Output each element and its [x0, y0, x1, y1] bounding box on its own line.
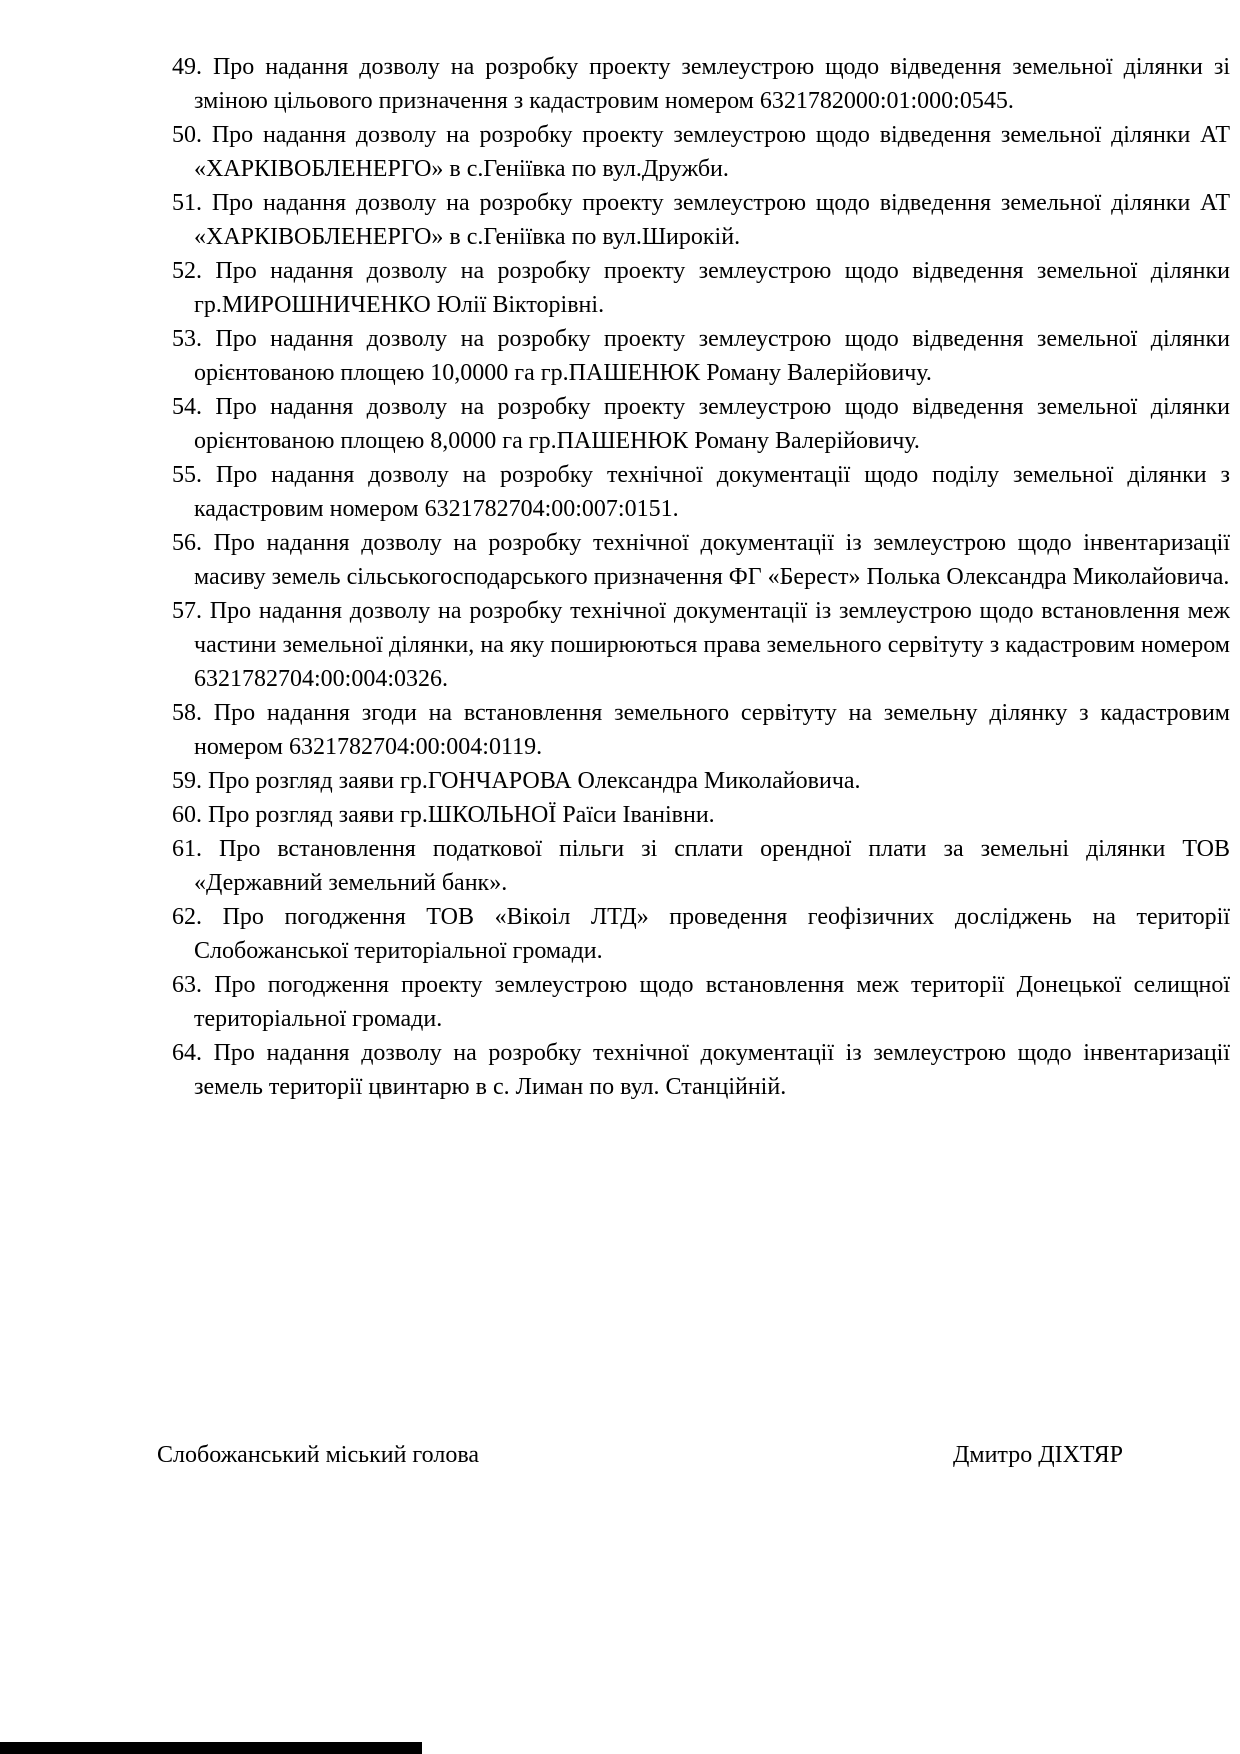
agenda-item-number: 58. [172, 700, 202, 726]
agenda-item-text: Про надання дозволу на розробку технічної документації щодо поділу земельної ділянки з кадастровим номером 6321782704:00:007:0151. [194, 462, 1231, 522]
agenda-item-text: Про надання згоди на встановлення земельного сервітуту на земельну ділянку з кадастровим номером 6321782704:00:004:0119. [194, 700, 1230, 760]
agenda-item-number: 60. [172, 802, 202, 828]
agenda-item-number: 57. [172, 598, 202, 624]
agenda-item-number: 61. [172, 836, 202, 862]
agenda-item-text: Про розгляд заяви гр.ШКОЛЬНОЇ Раїси Іванівни. [208, 802, 715, 828]
agenda-item-number: 55. [172, 462, 202, 488]
agenda-item [172, 458, 1230, 526]
agenda-item [172, 1036, 1230, 1104]
agenda-item [172, 696, 1230, 764]
agenda-item [172, 50, 1230, 118]
agenda-item-number: 64. [172, 1040, 202, 1066]
agenda-list [172, 50, 1230, 1104]
agenda-item-number: 56. [172, 530, 202, 556]
agenda-item-text: Про надання дозволу на розробку технічної документації із землеустрою щодо встановлення меж частини земельної ділянки, на яку поширюються права земельного сервітуту з кадастровим номером 6321782704:00:004:0326. [194, 598, 1230, 692]
scan-artifact-bar [0, 1742, 422, 1754]
agenda-item-number: 59. [172, 768, 202, 794]
agenda-item-text: Про надання дозволу на розробку технічної документації із землеустрою щодо інвентаризації масиву земель сільськогосподарського призначення ФГ «Берест» Полька Олександра Миколайовича. [194, 530, 1231, 590]
agenda-item-text: Про розгляд заяви гр.ГОНЧАРОВА Олександра Миколайовича. [208, 768, 861, 794]
agenda-item-text: Про погодження проекту землеустрою щодо встановлення меж території Донецької селищної територіальної громади. [194, 972, 1231, 1032]
agenda-item-number: 49. [172, 54, 202, 80]
agenda-item [172, 526, 1230, 594]
agenda-item-text: Про надання дозволу на розробку проекту землеустрою щодо відведення земельної ділянки гр.МИРОШНИЧЕНКО Юлії Вікторівні. [194, 258, 1230, 318]
agenda-item [172, 322, 1230, 390]
signature-block [157, 1438, 1123, 1472]
agenda-item-number: 52. [172, 258, 202, 284]
agenda-item-text: Про надання дозволу на розробку проекту землеустрою щодо відведення земельної ділянки АТ «ХАРКІВОБЛЕНЕРГО» в с.Геніївка по вул.Дружби. [194, 122, 1231, 182]
agenda-item-text: Про погодження ТОВ «Вікоіл ЛТД» проведення геофізичних досліджень на території Слобожанської територіальної громади. [194, 904, 1231, 964]
agenda-item-number: 54. [172, 394, 202, 420]
agenda-item-number: 51. [172, 190, 202, 216]
signature-name: Дмитро ДІХТЯР [953, 1442, 1123, 1468]
agenda-item-number: 53. [172, 326, 202, 352]
agenda-item [172, 594, 1230, 696]
agenda-item-text: Про надання дозволу на розробку технічної документації із землеустрою щодо інвентаризації земель території цвинтарю в с. Лиман по вул. Станційній. [194, 1040, 1231, 1100]
agenda-item [172, 798, 1230, 832]
agenda-item-text: Про надання дозволу на розробку проекту землеустрою щодо відведення земельної ділянки орієнтованою площею 10,0000 га гр.ПАШЕНЮК Роману Валерійовичу. [194, 326, 1230, 386]
agenda-item [172, 900, 1230, 968]
agenda-item-number: 50. [172, 122, 202, 148]
agenda-item-text: Про надання дозволу на розробку проекту землеустрою щодо відведення земельної ділянки АТ «ХАРКІВОБЛЕНЕРГО» в с.Геніївка по вул.Широкій. [194, 190, 1231, 250]
agenda-item-number: 62. [172, 904, 202, 930]
agenda-item-text: Про надання дозволу на розробку проекту землеустрою щодо відведення земельної ділянки зі зміною цільового призначення з кадастровим номером 6321782000:01:000:0545. [194, 54, 1230, 114]
agenda-item [172, 118, 1230, 186]
signature-title: Слобожанський міський голова [157, 1442, 479, 1468]
agenda-item-number: 63. [172, 972, 202, 998]
agenda-item [172, 186, 1230, 254]
agenda-item-text: Про надання дозволу на розробку проекту землеустрою щодо відведення земельної ділянки орієнтованою площею 8,0000 га гр.ПАШЕНЮК Роману Валерійовичу. [194, 394, 1230, 454]
agenda-item [172, 390, 1230, 458]
agenda-item [172, 832, 1230, 900]
agenda-item-text: Про встановлення податкової пільги зі сплати орендної плати за земельні ділянки ТОВ «Державний земельний банк». [194, 836, 1231, 896]
agenda-item [172, 968, 1230, 1036]
agenda-item [172, 254, 1230, 322]
agenda-item [172, 764, 1230, 798]
